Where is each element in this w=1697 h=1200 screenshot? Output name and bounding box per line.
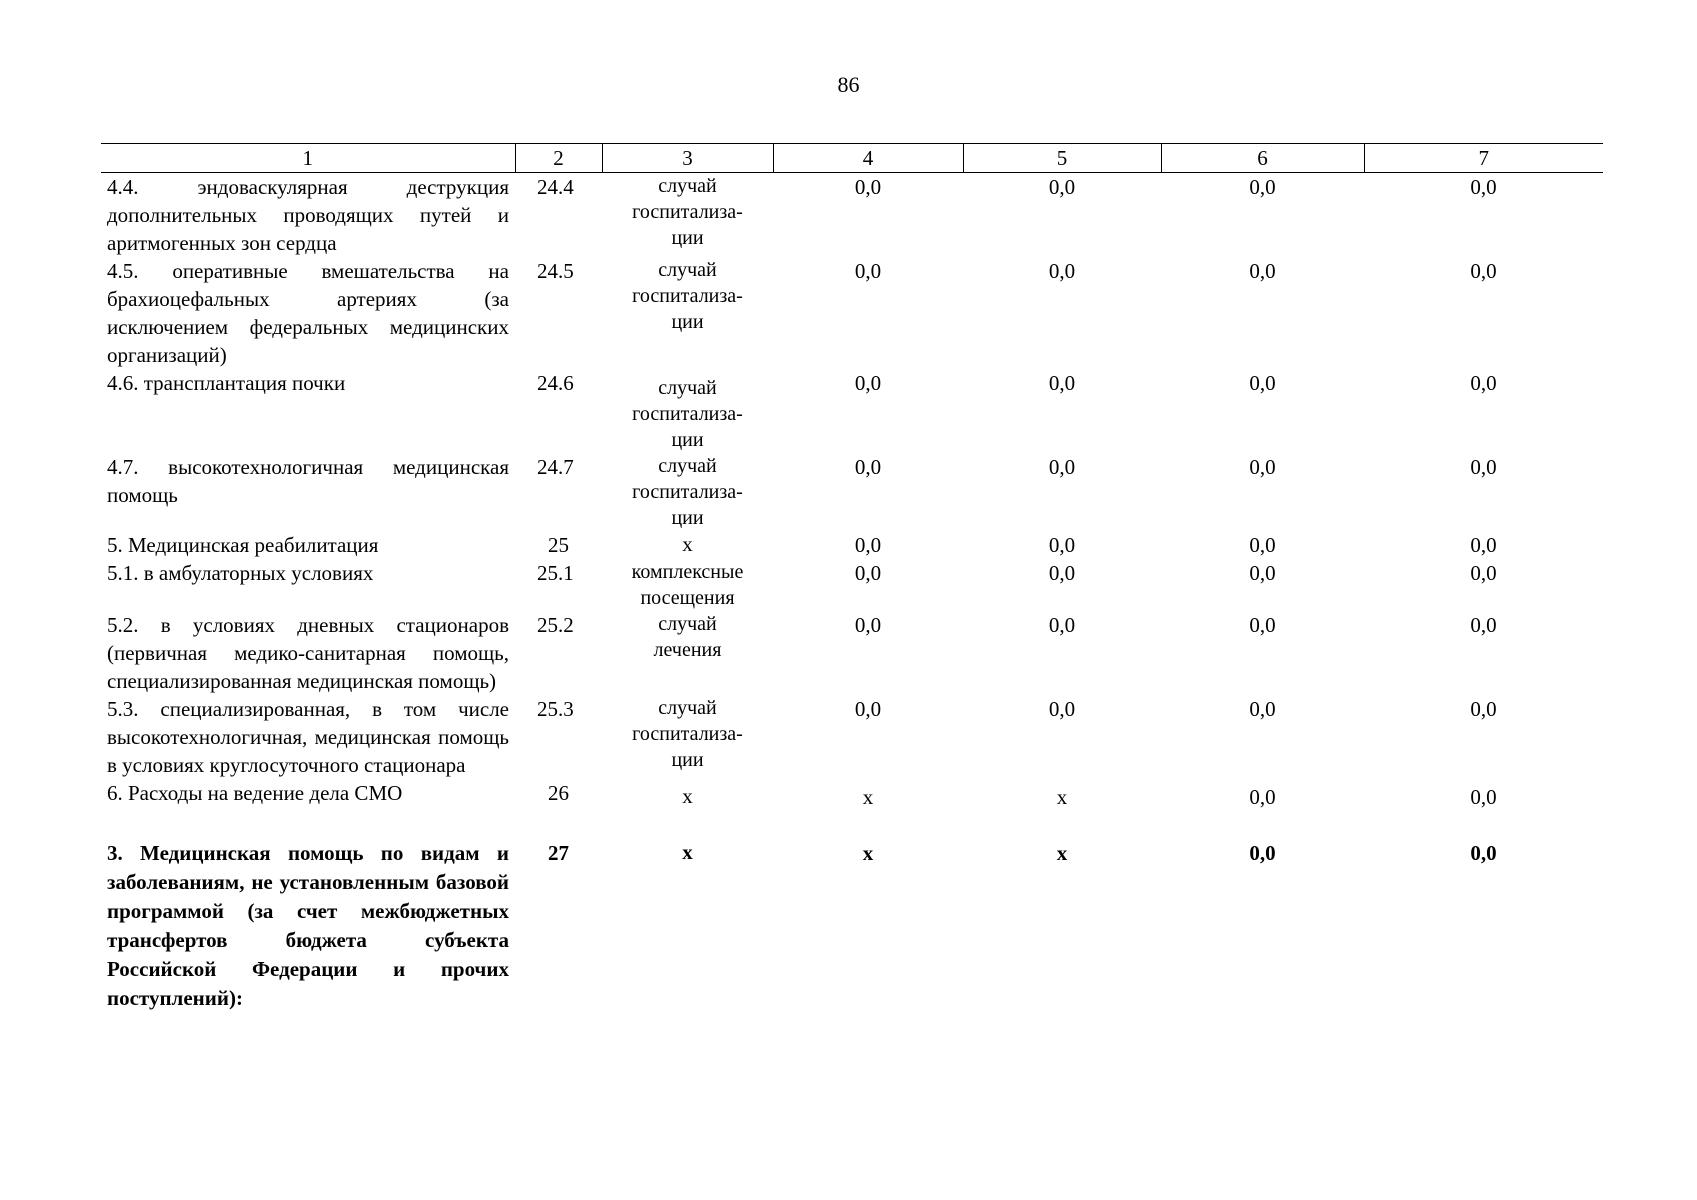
table-row (101, 695, 1603, 779)
row-unit (602, 559, 773, 611)
row-value-5: 0,0 (1048, 533, 1076, 557)
row-value-7: 0,0 (1470, 533, 1497, 557)
row-unit (602, 611, 773, 695)
row-value-6: 0,0 (1249, 841, 1276, 865)
row-value-5: 0,0 (1048, 259, 1076, 283)
table-row (101, 173, 1603, 258)
unit-line: комплексные (631, 561, 744, 583)
row-value-5: 0,0 (1048, 371, 1076, 395)
table-row (101, 559, 1603, 611)
row-value-6: 0,0 (1249, 613, 1276, 637)
data-table (101, 143, 1603, 1013)
row-name: 4.7. высокотехнологичная медицинская помощь (107, 455, 509, 507)
row-value-6: 0,0 (1249, 455, 1276, 479)
unit-line: ции (671, 227, 704, 249)
column-header-6: 6 (1161, 144, 1364, 173)
row-value-7: 0,0 (1470, 371, 1497, 395)
table-row (101, 611, 1603, 695)
row-value-6: 0,0 (1249, 175, 1276, 199)
header-row (101, 144, 1603, 173)
row-value-7: 0,0 (1470, 697, 1497, 721)
row-value-6: 0,0 (1249, 371, 1276, 395)
unit-line: ции (671, 749, 704, 771)
unit-line: госпитализа- (632, 723, 743, 745)
row-value-7: 0,0 (1470, 561, 1497, 585)
row-code: 25.3 (537, 697, 574, 721)
row-name: 6. Расходы на ведение дела СМО (107, 781, 403, 805)
row-code: 24.7 (537, 455, 574, 479)
unit-line: госпитализа- (632, 285, 743, 307)
row-value-6: 0,0 (1249, 697, 1276, 721)
row-value-4: 0,0 (854, 533, 882, 557)
unit-line: х (682, 784, 693, 808)
row-value-7: 0,0 (1470, 455, 1497, 479)
unit-line: посещения (640, 587, 735, 609)
row-value-6: 0,0 (1249, 561, 1276, 585)
row-name: 5.1. в амбулаторных условиях (107, 561, 374, 585)
row-code: 25.1 (537, 561, 574, 585)
row-value-5: х (1056, 785, 1068, 809)
row-value-5: 0,0 (1048, 697, 1076, 721)
row-value-5: 0,0 (1048, 613, 1076, 637)
unit-line: ции (671, 429, 704, 451)
row-value-4: х (862, 841, 874, 865)
row-value-4: 0,0 (854, 175, 882, 199)
row-name: 3. Медицинская помощь по видам и заболеваниям, не установленным базовой программой (за счет межбюджетных трансфертов бюджета субъекта Российской Федерации и прочих поступлений): (107, 841, 509, 1010)
row-unit (602, 453, 773, 531)
table-row (101, 257, 1603, 369)
row-code: 26 (548, 781, 569, 805)
unit-line: случай (658, 455, 717, 477)
row-code: 27 (548, 841, 569, 865)
row-value-6: 0,0 (1249, 259, 1276, 283)
unit-line: ции (671, 507, 704, 529)
row-unit (602, 173, 773, 258)
unit-line: х (682, 840, 693, 864)
row-value-6: 0,0 (1249, 533, 1276, 557)
row-value-7: 0,0 (1470, 785, 1497, 809)
row-code: 24.5 (537, 259, 574, 283)
column-header-3: 3 (602, 144, 773, 173)
column-header-7: 7 (1364, 144, 1603, 173)
row-value-6: 0,0 (1249, 785, 1276, 809)
row-value-7: 0,0 (1470, 259, 1497, 283)
unit-line: х (682, 532, 693, 556)
column-header-4: 4 (773, 144, 963, 173)
row-name: 4.5. оперативные вмешательства на брахиоцефальных артериях (за исключением федеральных медицинских организаций) (107, 259, 509, 367)
row-code: 24.4 (537, 175, 574, 199)
table-row (101, 531, 1603, 559)
column-header-2: 2 (515, 144, 602, 173)
row-unit (602, 369, 773, 453)
row-value-7: 0,0 (1470, 175, 1497, 199)
table-row (101, 453, 1603, 531)
row-value-4: 0,0 (854, 697, 882, 721)
table-row (101, 811, 1603, 1013)
row-value-7: 0,0 (1470, 613, 1497, 637)
unit-line: случай (658, 259, 717, 281)
table-row (101, 779, 1603, 811)
unit-line: случай (658, 613, 717, 635)
unit-line: случай (658, 377, 717, 399)
unit-line: госпитализа- (632, 403, 743, 425)
row-name: 4.6. трансплантация почки (107, 371, 346, 395)
table-header (101, 144, 1603, 173)
row-name: 5.3. специализированная, в том числе высокотехнологичная, медицинская помощь в условиях круглосуточного стационара (107, 697, 509, 777)
row-name: 5. Медицинская реабилитация (107, 533, 379, 557)
row-unit (602, 779, 773, 811)
row-value-5: 0,0 (1048, 455, 1076, 479)
unit-line: госпитализа- (632, 481, 743, 503)
column-header-5: 5 (963, 144, 1161, 173)
unit-line: лечения (653, 639, 722, 661)
row-name: 4.4. эндоваскулярная деструкция дополнительных проводящих путей и аритмогенных зон сердца (107, 175, 509, 255)
row-value-5: х (1056, 841, 1068, 865)
row-value-4: 0,0 (854, 561, 882, 585)
row-value-7: 0,0 (1470, 841, 1497, 865)
unit-line: случай (658, 697, 717, 719)
row-value-4: 0,0 (854, 613, 882, 637)
page-number: 86 (837, 72, 860, 97)
column-header-1: 1 (101, 144, 515, 173)
row-unit (602, 695, 773, 779)
row-code: 25 (548, 533, 569, 557)
row-code: 25.2 (537, 613, 574, 637)
row-unit (602, 257, 773, 369)
row-value-5: 0,0 (1048, 175, 1076, 199)
row-unit (602, 531, 773, 559)
unit-line: госпитализа- (632, 201, 743, 223)
row-name: 5.2. в условиях дневных стационаров (первичная медико-санитарная помощь, специализированная медицинская помощь) (107, 613, 509, 693)
row-value-4: 0,0 (854, 259, 882, 283)
row-unit (602, 811, 773, 1013)
unit-line: ции (671, 311, 704, 333)
row-value-4: х (862, 785, 874, 809)
row-code: 24.6 (537, 371, 574, 395)
unit-line: случай (658, 175, 717, 197)
row-value-5: 0,0 (1048, 561, 1076, 585)
table-row (101, 369, 1603, 453)
row-value-4: 0,0 (854, 371, 882, 395)
row-value-4: 0,0 (854, 455, 882, 479)
